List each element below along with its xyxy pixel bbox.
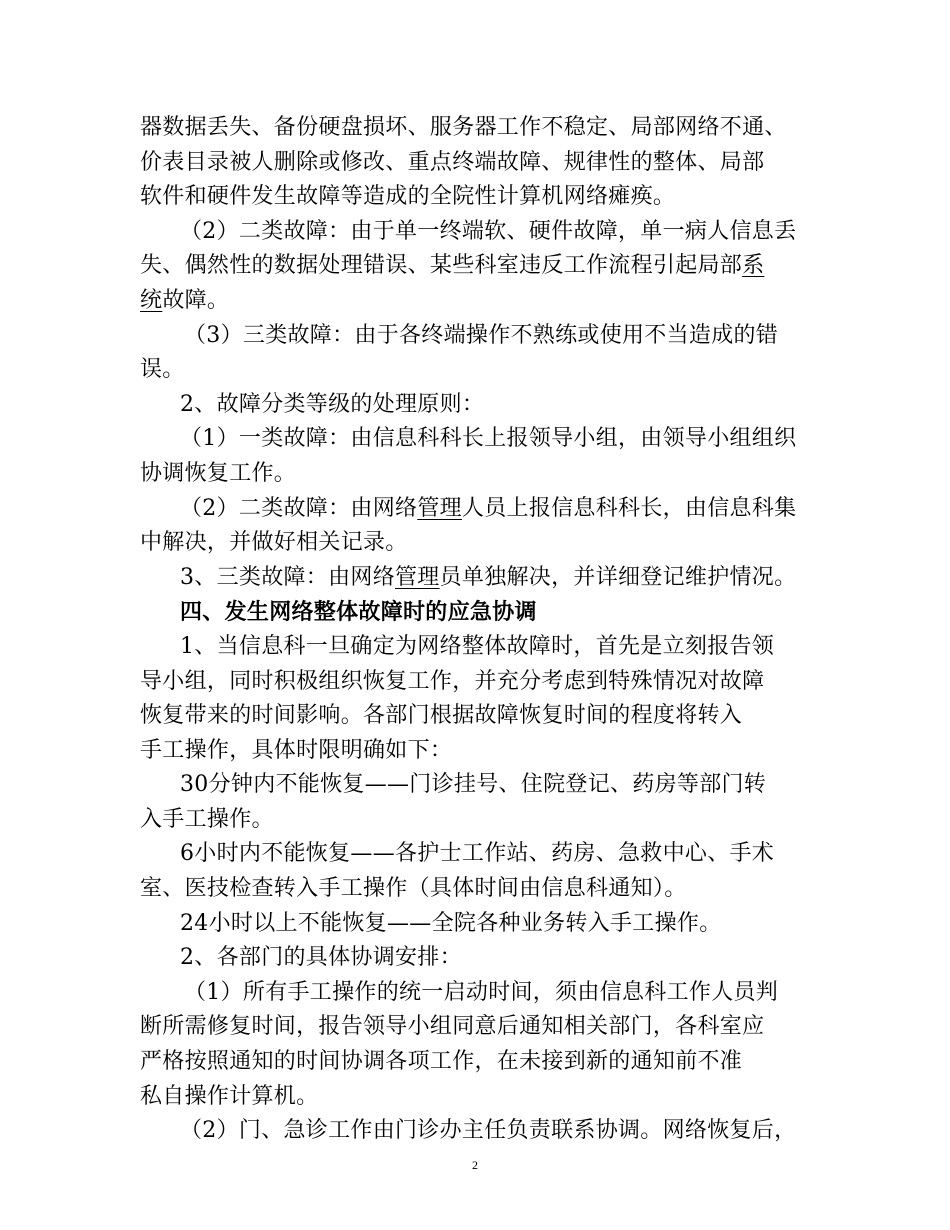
paragraph-line: 误。 [140, 357, 185, 383]
paragraph-line: 器数据丢失、备份硬盘损坏、服务器工作不稳定、局部网络不通、 [140, 115, 787, 140]
paragraph-line: 入手工操作。 [140, 806, 274, 832]
paragraph-line: 24小时以上不能恢复——全院各种业务转入手工操作。 [180, 910, 722, 936]
text-run: 3、三类故障：由网络 [180, 564, 395, 590]
paragraph-line [140, 284, 830, 319]
paragraph-line: 协调恢复工作。 [140, 460, 297, 486]
paragraph-line [140, 492, 830, 527]
paragraph-line: 30分钟内不能恢复——门诊挂号、住院登记、药房等部门转 [180, 772, 767, 798]
paragraph-line: 恢复带来的时间影响。各部门根据故障恢复时间的程度将转入 [140, 703, 743, 729]
page-number: 2 [472, 1158, 478, 1172]
paragraph-line: 室、医技检查转入手工操作（具体时间由信息科通知）。 [140, 876, 687, 902]
paragraph-line: 私自操作计算机。 [140, 1083, 319, 1109]
section-heading: 四、发生网络整体故障时的应急协调 [180, 599, 537, 626]
paragraph-line: 1、当信息科一旦确定为网络整体故障时，首先是立刻报告领 [180, 633, 775, 659]
paragraph-line: （3）三类故障：由于各终端操作不熟练或使用不当造成的错 [184, 322, 779, 348]
paragraph-line: （2）门、急诊工作由门诊办主任负责联系协调。网络恢复后， [180, 1118, 797, 1144]
document-body [140, 111, 830, 1149]
hyperlink[interactable]: 管理 [395, 564, 440, 590]
text-run: 人员上报信息科科长，由信息科集 [461, 495, 797, 521]
hyperlink[interactable]: 管理 [417, 495, 462, 521]
paragraph-line: 导小组，同时积极组织恢复工作，并充分考虑到特殊情况对故障 [140, 668, 765, 694]
paragraph-line: 2、故障分类等级的处理原则： [180, 391, 485, 417]
paragraph-line [140, 249, 830, 284]
paragraph-line: 价表目录被人删除或修改、重点终端故障、规律性的整体、局部 [140, 149, 765, 175]
paragraph-line: （1）一类故障：由信息科科长上报领导小组，由领导小组组织 [180, 426, 797, 452]
paragraph-line: 断所需修复时间，报告领导小组同意后通知相关部门，各科室应 [140, 1014, 765, 1040]
hyperlink[interactable]: 统 [140, 287, 163, 313]
paragraph-line: 6小时内不能恢复——各护士工作站、药房、急救中心、手术 [180, 841, 775, 867]
text-run: （2）二类故障：由网络 [180, 495, 418, 521]
paragraph-line: （1）所有手工操作的统一启动时间，须由信息科工作人员判 [184, 979, 779, 1005]
text-run: 故障。 [162, 287, 230, 313]
paragraph-line: 软件和硬件发生故障等造成的全院性计算机网络瘫痪。 [140, 184, 676, 210]
paragraph-line: 手工操作，具体时限明确如下： [140, 737, 453, 763]
paragraph-line [140, 561, 830, 596]
hyperlink[interactable]: 系 [742, 253, 765, 279]
paragraph-line: 中解决，并做好相关记录。 [140, 530, 408, 556]
paragraph-line: 2、各部门的具体协调安排： [180, 945, 462, 971]
text-run: 失、偶然性的数据处理错误、某些科室违反工作流程引起局部 [140, 253, 743, 279]
text-run: 员单独解决，并详细登记维护情况。 [439, 564, 797, 590]
paragraph-line: 严格按照通知的时间协调各项工作，在未接到新的通知前不准 [140, 1049, 743, 1075]
paragraph-line: （2）二类故障：由于单一终端软、硬件故障，单一病人信息丢 [180, 218, 797, 244]
